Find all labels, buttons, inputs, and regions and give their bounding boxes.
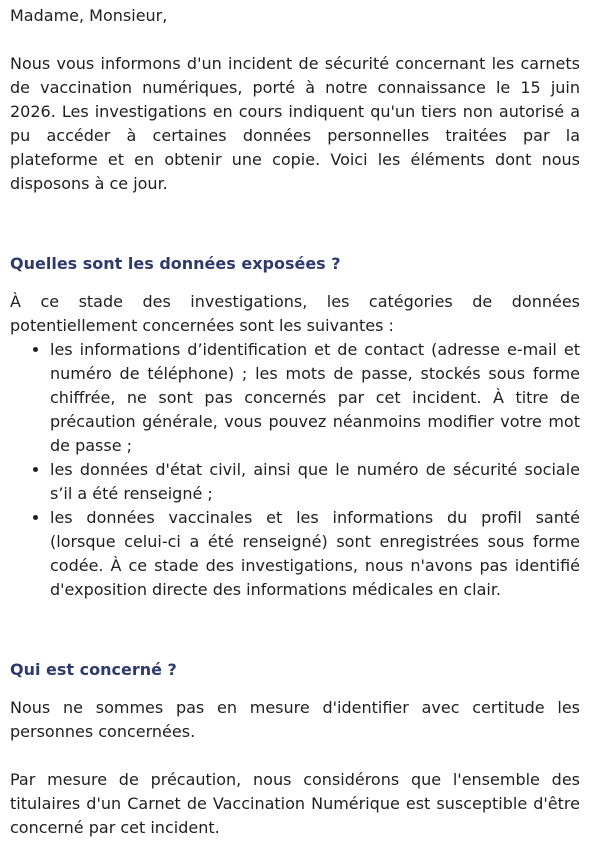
letter-body <box>10 0 580 840</box>
list-item: • les données vaccinales et les informations du profil santé (lorsque celui-ci a été renseigné) sont enregistrées sous forme codée. À ce stade des investigations, nous n'avons pas identifié d'exposition directe des informations médicales en clair. <box>50 506 580 602</box>
heading-who-concerned: Qui est concerné ? <box>10 660 177 679</box>
concerned-paragraph-2: Par mesure de précaution, nous considérons que l'ensemble des titulaires d'un Carnet de Vaccination Numérique est susceptible d'être concerné par cet incident. <box>10 770 580 837</box>
exposed-data-list <box>10 338 580 602</box>
list-item: • les informations d’identification et de contact (adresse e-mail et numéro de téléphone) ; les mots de passe, stockés sous forme chiffrée, ne sont pas concernés par cet incident. À titre de précaution générale, vous pouvez néanmoins modifier votre mot de passe ; <box>50 338 580 458</box>
heading-exposed-data: Quelles sont les données exposées ? <box>10 254 341 273</box>
list-item: • les données d'état civil, ainsi que le numéro de sécurité sociale s’il a été renseigné ; <box>50 458 580 506</box>
greeting: Madame, Monsieur, <box>10 6 168 25</box>
intro-paragraph: Nous vous informons d'un incident de sécurité concernant les carnets de vaccination numériques, porté à notre connaissance le 15 juin 2026. Les investigations en cours indiquent qu'un tiers non autorisé a pu accéder à certaines données personnelles traitées par la plateforme et en obtenir une copie. Voici les éléments dont nous disposons à ce jour. <box>10 54 580 193</box>
concerned-paragraph-1: Nous ne sommes pas en mesure d'identifier avec certitude les personnes concernées. <box>10 698 580 741</box>
exposed-data-lead: À ce stade des investigations, les catégories de données potentiellement concernées sont les suivantes : <box>10 292 580 335</box>
